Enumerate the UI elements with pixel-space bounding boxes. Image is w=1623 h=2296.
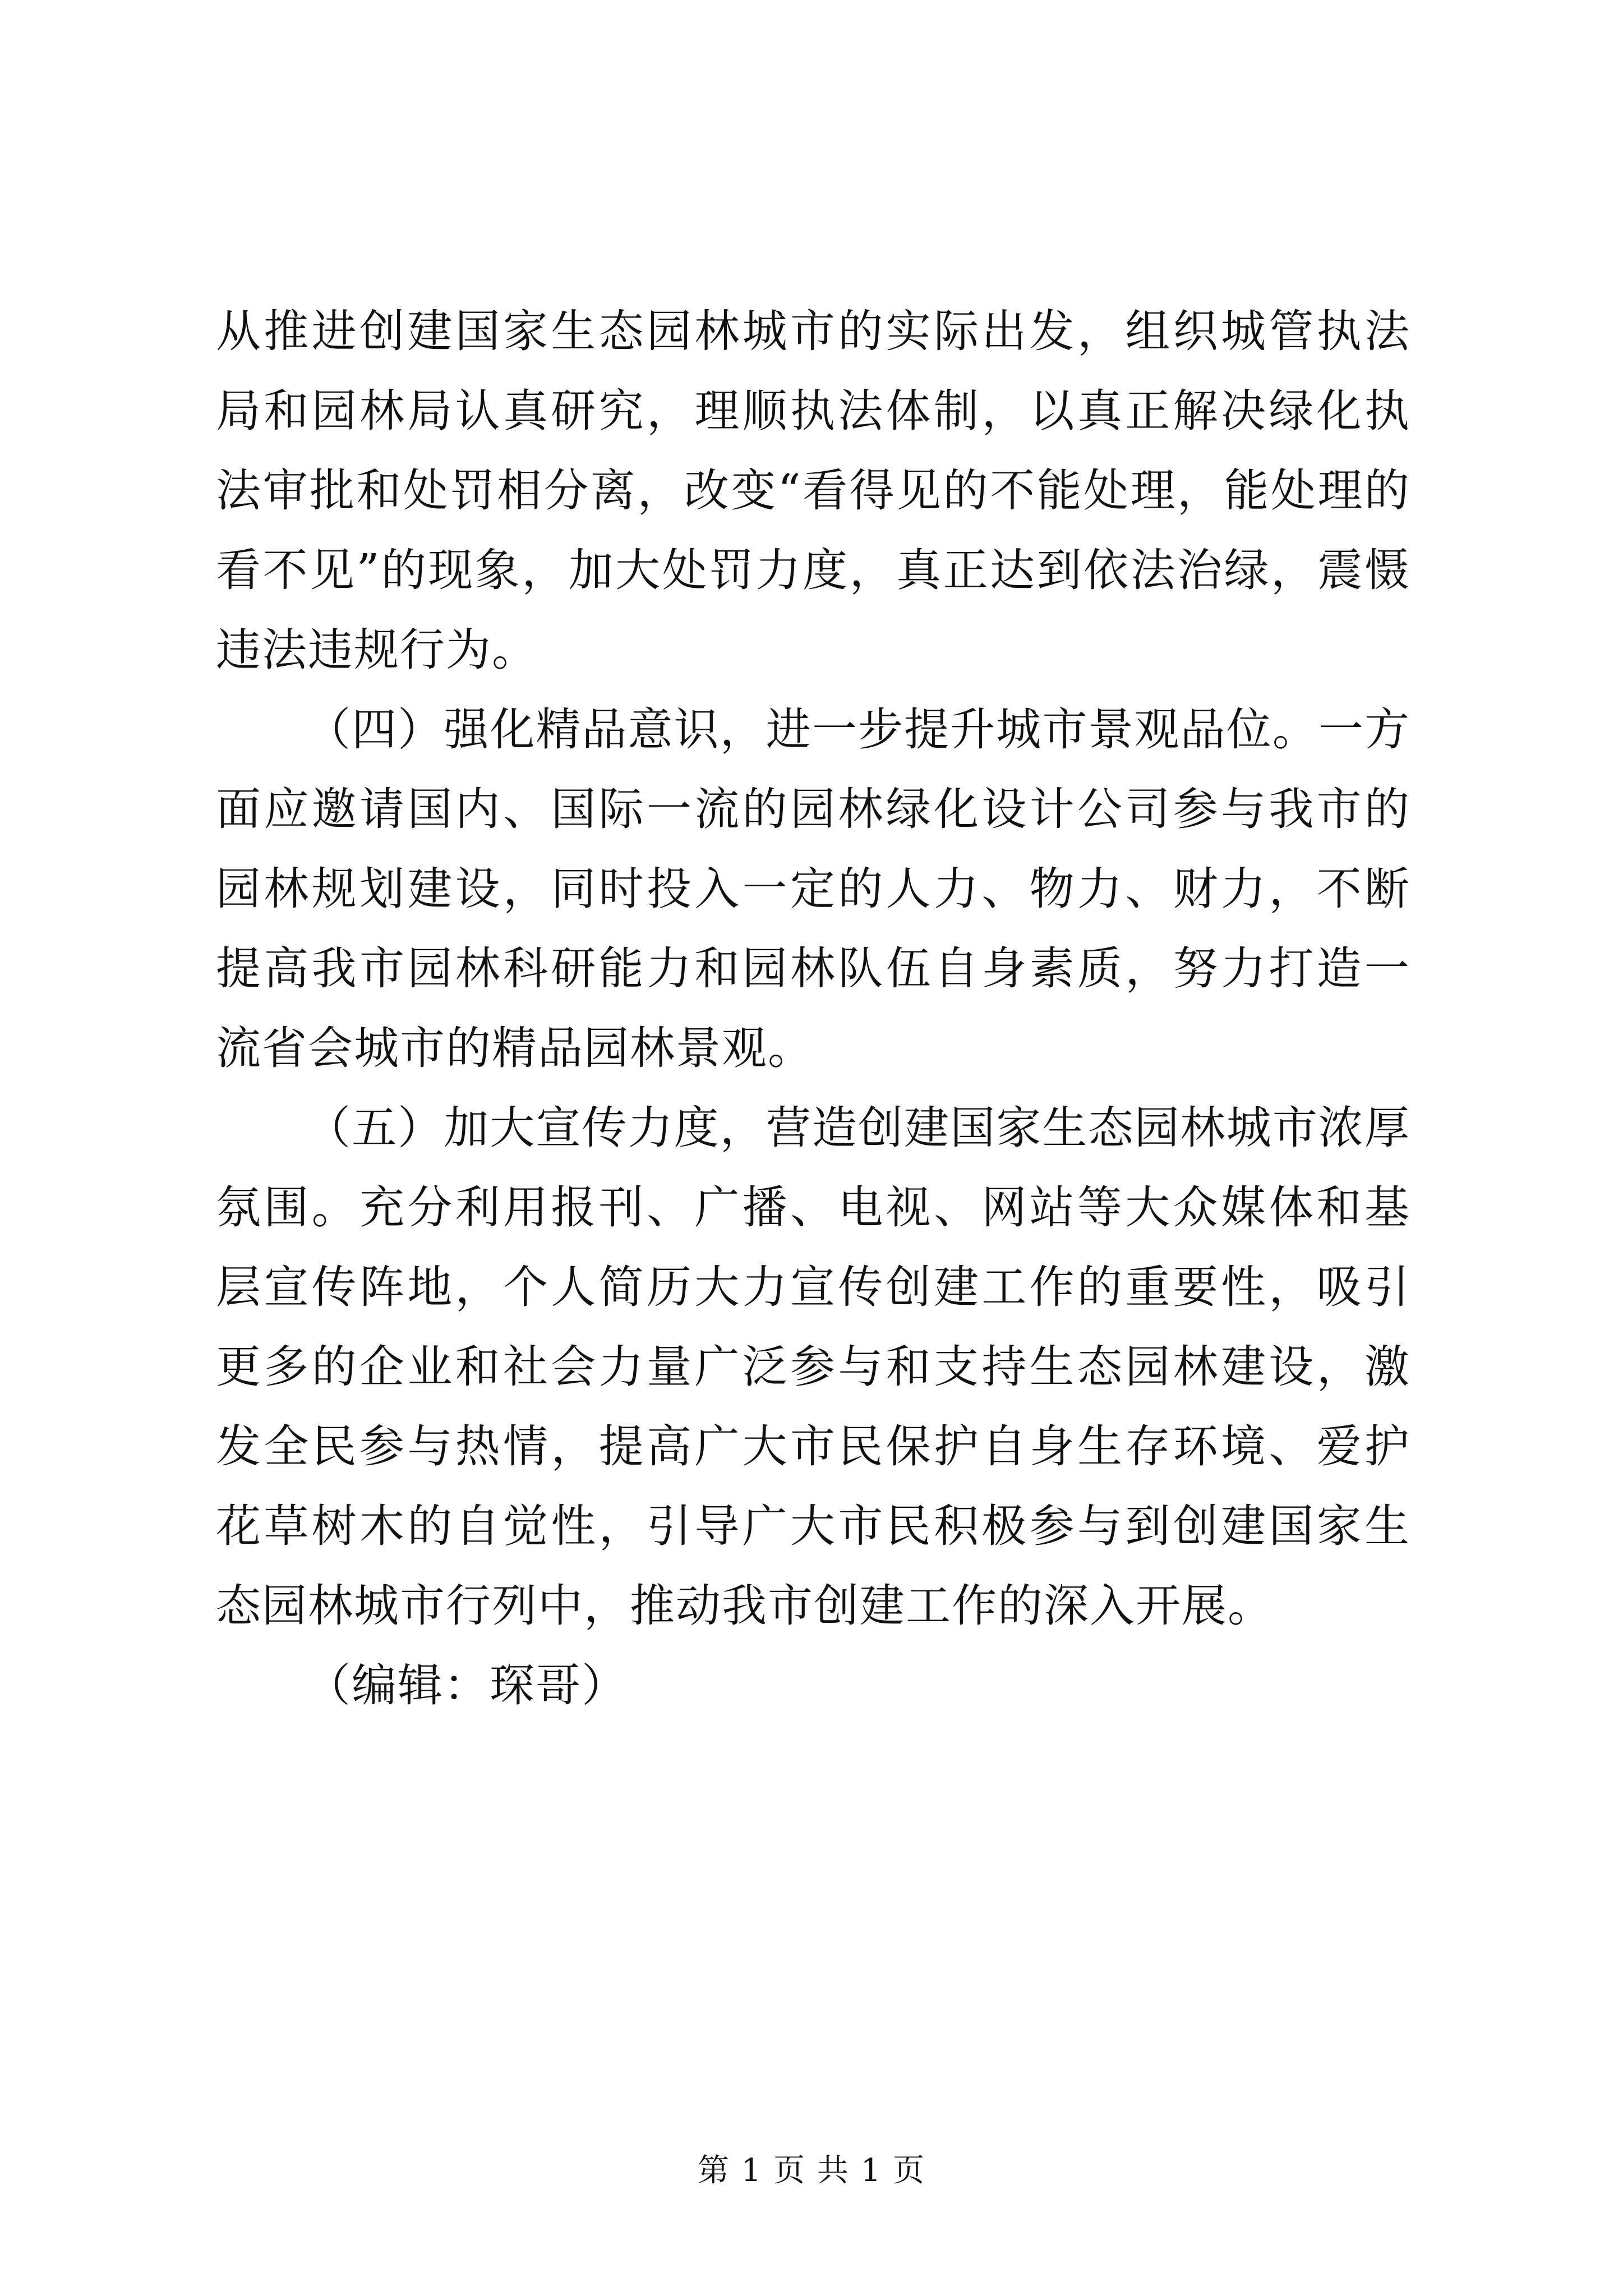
body-text	[216, 292, 1410, 1726]
page-number-footer: 第 1 页 共 1 页	[697, 2152, 926, 2189]
paragraph-enforcement: 从推进创建国家生态园林城市的实际出发，组织城管执法局和园林局认真研究，理顺执法体制，以真正解决绿化执法审批和处罚相分离，改变“看得见的不能处理，能处理的看不见”的现象，加大处罚力度，真正达到依法治绿，震慑违法违规行为。	[216, 305, 1410, 676]
paragraph-section-five: （五）加大宣传力度，营造创建国家生态园林城市浓厚氛围。充分利用报刊、广播、电视、网站等大众媒体和基层宣传阵地，个人简历大力宣传创建工作的重要性，吸引更多的企业和社会力量广泛参与和支持生态园林建设，激发全民参与热情，提高广大市民保护自身生存环境、爱护花草树木的自觉性，引导广大市民积极参与到创建国家生态园林城市行列中，推动我市创建工作的深入开展。	[216, 1102, 1410, 1632]
paragraph-section-four: （四）强化精品意识，进一步提升城市景观品位。一方面应邀请国内、国际一流的园林绿化设计公司参与我市的园林规划建设，同时投入一定的人力、物力、财力，不断提高我市园林科研能力和园林队伍自身素质，努力打造一流省会城市的精品园林景观。	[216, 703, 1410, 1074]
editor-credit: （编辑：琛哥）	[306, 1659, 628, 1711]
